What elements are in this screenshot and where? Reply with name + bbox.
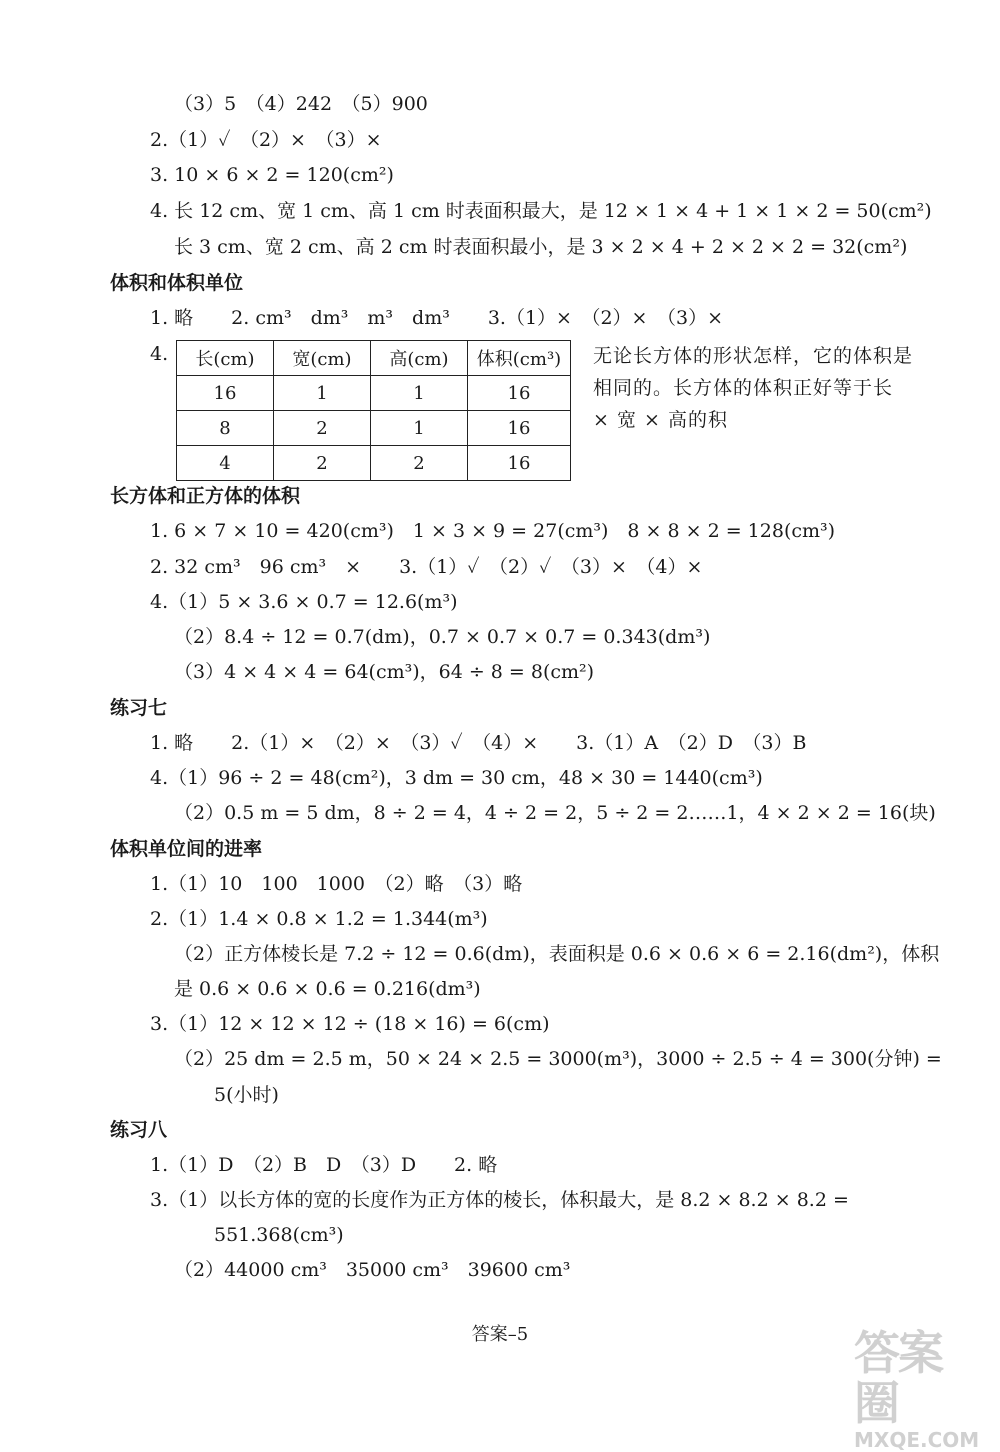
answer-line: 长 3 cm、宽 2 cm、高 2 cm 时表面积最小，是 3 × 2 × 4 + 2 × 2 × 2 = 32(cm²) (174, 236, 908, 258)
section-heading: 体积单位间的进率 (110, 838, 263, 860)
table-cell: 2 (274, 411, 371, 446)
table-note: 无论长方体的形状怎样，它的体积是相同的。长方体的体积正好等于长 × 宽 × 高的积 (593, 345, 914, 431)
answer-line: （3）4 × 4 × 4 = 64(cm³)，64 ÷ 8 = 8(cm²) (174, 661, 595, 683)
answer-line: 1.（1）D （2）B D （3）D 2. 略 (150, 1154, 498, 1176)
table-header-cell: 体积(cm³) (468, 341, 571, 376)
table-header-cell: 长(cm) (177, 341, 274, 376)
answer-line: （2）8.4 ÷ 12 = 0.7(dm)，0.7 × 0.7 × 0.7 = 0.343(dm³) (174, 626, 711, 648)
answer-line: （2）正方体棱长是 7.2 ÷ 12 = 0.6(dm)，表面积是 0.6 × 0.6 × 6 = 2.16(dm²)，体积 (174, 943, 940, 965)
table-header-cell: 宽(cm) (274, 341, 371, 376)
table-cell: 1 (274, 376, 371, 411)
table-cell: 2 (274, 446, 371, 481)
table-cell: 16 (177, 376, 274, 411)
answer-line: （2）44000 cm³ 35000 cm³ 39600 cm³ (174, 1259, 571, 1281)
answer-line: 1. 略 2.（1）× （2）× （3）✓ （4）× 3.（1）A （2）D （3）B (150, 732, 807, 754)
answer-line: 3.（1）以长方体的宽的长度作为正方体的棱长，体积最大，是 8.2 × 8.2 × 8.2 = (150, 1189, 849, 1211)
section-heading: 练习八 (110, 1119, 168, 1141)
answer-line: 3. 10 × 6 × 2 = 120(cm²) (150, 164, 394, 186)
answer-line: 1. 6 × 7 × 10 = 420(cm³) 1 × 3 × 9 = 27(cm³) 8 × 8 × 2 = 128(cm³) (150, 520, 836, 542)
page-footer: 答案–5 (471, 1324, 529, 1345)
answer-line: 3.（1）12 × 12 × 12 ÷ (18 × 16) = 6(cm) (150, 1013, 550, 1035)
table-cell: 2 (371, 446, 468, 481)
answer-line: 4.（1）96 ÷ 2 = 48(cm²)，3 dm = 30 cm，48 × 30 = 1440(cm³) (150, 767, 763, 789)
answer-line: 是 0.6 × 0.6 × 0.6 = 0.216(dm³) (174, 978, 481, 1000)
section-heading: 体积和体积单位 (110, 272, 244, 294)
answer-line: （2）0.5 m = 5 dm，8 ÷ 2 = 4，4 ÷ 2 = 2，5 ÷ 2 = 2……1，4 × 2 × 2 = 16(块) (174, 802, 936, 824)
table-cell: 16 (468, 446, 571, 481)
watermark-url: MXQE.COM (854, 1428, 980, 1452)
answer-line: 551.368(cm³) (214, 1224, 344, 1246)
table-cell: 4 (177, 446, 274, 481)
table-row (177, 376, 571, 411)
table-cell: 1 (371, 376, 468, 411)
answer-line: 2. 32 cm³ 96 cm³ × 3.（1）✓ （2）✓ （3）× （4）× (150, 556, 703, 578)
volume-table (176, 340, 571, 481)
answer-line: （2）25 dm = 2.5 m，50 × 24 × 2.5 = 3000(m³)，3000 ÷ 2.5 ÷ 4 = 300(分钟) = (174, 1048, 942, 1070)
section-heading: 练习七 (110, 697, 168, 719)
answer-line: 2.（1）✓ （2）× （3）× (150, 129, 382, 151)
answer-line: 1.（1）10 100 1000 （2）略 （3）略 (150, 873, 523, 895)
table-cell: 16 (468, 376, 571, 411)
table-header-row (177, 341, 571, 376)
watermark-text: 答案圈 (854, 1326, 942, 1430)
answer-line: 4.（1）5 × 3.6 × 0.7 = 12.6(m³) (150, 591, 458, 613)
table-cell: 1 (371, 411, 468, 446)
table-row (177, 446, 571, 481)
answer-line: 4. 长 12 cm、宽 1 cm、高 1 cm 时表面积最大，是 12 × 1 × 4 + 1 × 1 × 2 = 50(cm²) (150, 200, 932, 222)
table-cell: 8 (177, 411, 274, 446)
answer-line: （3）5 （4）242 （5）900 (174, 93, 428, 115)
answer-line: 5(小时) (214, 1084, 279, 1106)
answer-number: 4. (150, 343, 169, 365)
answer-line: 1. 略 2. cm³ dm³ m³ dm³ 3.（1）× （2）× （3）× (150, 307, 723, 329)
section-heading: 长方体和正方体的体积 (110, 485, 301, 507)
watermark-logo (854, 1326, 984, 1452)
answer-line: 2.（1）1.4 × 0.8 × 1.2 = 1.344(m³) (150, 908, 488, 930)
table-row (177, 411, 571, 446)
table-header-cell: 高(cm) (371, 341, 468, 376)
table-cell: 16 (468, 411, 571, 446)
